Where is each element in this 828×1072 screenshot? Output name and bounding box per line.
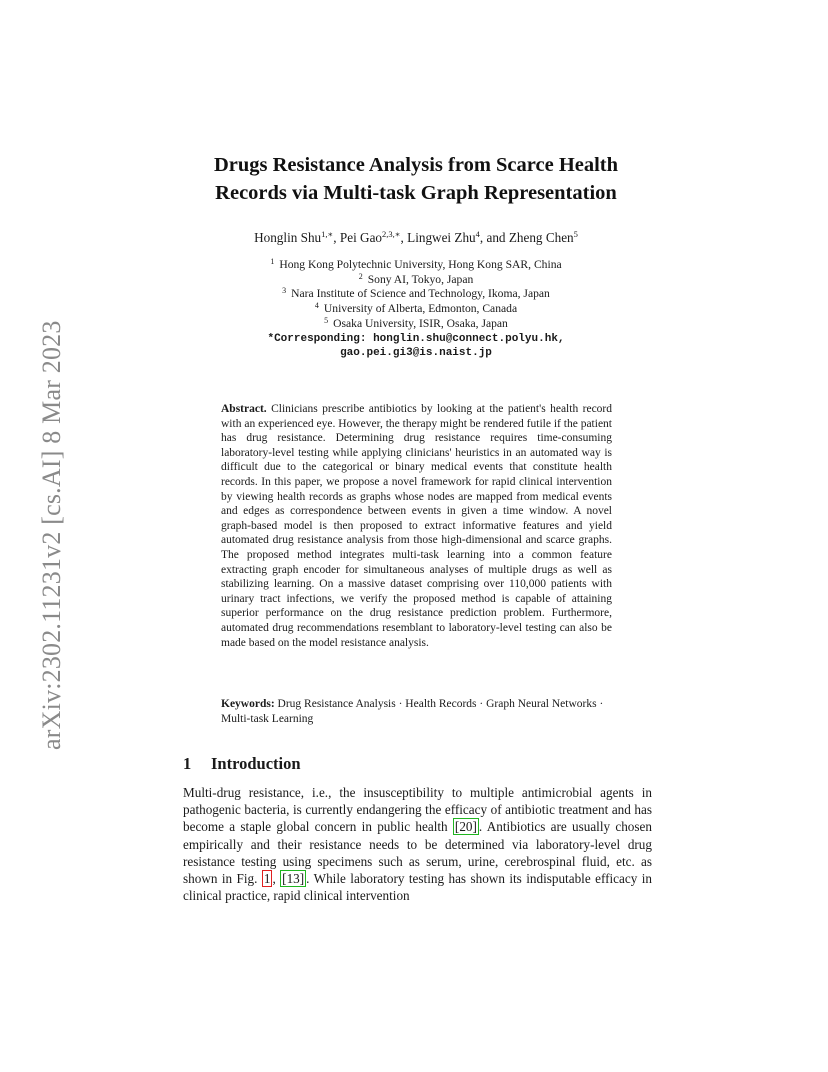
affiliation-mark: 2 bbox=[358, 271, 363, 281]
abstract-label: Abstract. bbox=[221, 403, 267, 415]
keywords-label: Keywords: bbox=[221, 698, 275, 710]
intro-text-part-4: . While laboratory testing has shown its indisputable efficacy in clinical practice, rapid clinical intervention bbox=[183, 871, 652, 904]
author-affiliation-mark: 5 bbox=[573, 229, 578, 239]
section-title: Introduction bbox=[211, 754, 301, 773]
citation-link[interactable]: [13] bbox=[282, 871, 305, 887]
affiliation-mark: 1 bbox=[270, 257, 275, 266]
affiliation-item bbox=[150, 273, 682, 288]
affiliation-item bbox=[150, 287, 682, 302]
affiliation-mark: 3 bbox=[282, 286, 287, 296]
author-name: Lingwei Zhu bbox=[407, 230, 476, 245]
title-line-2: Records via Multi-task Graph Representation bbox=[215, 182, 617, 204]
affiliation-list bbox=[150, 258, 682, 361]
abstract bbox=[221, 402, 612, 650]
paper-title bbox=[150, 151, 682, 207]
affiliation-text: Hong Kong Polytechnic University, Hong Kong SAR, China bbox=[279, 258, 562, 271]
figure-reference-link[interactable]: 1 bbox=[263, 871, 271, 887]
affiliation-mark: 5 bbox=[324, 315, 329, 325]
author-name: Zheng Chen bbox=[508, 230, 574, 245]
arxiv-identifier: arXiv:2302.11231v2 [cs.AI] 8 Mar 2023 bbox=[37, 320, 66, 750]
intro-text-part-3: , bbox=[272, 871, 281, 887]
keywords-text: Drug Resistance Analysis · Health Records · Graph Neural Networks · Multi-task Learning bbox=[221, 698, 604, 725]
keywords bbox=[221, 697, 612, 726]
citation-link[interactable]: [20] bbox=[454, 819, 477, 835]
affiliation-item bbox=[150, 302, 682, 317]
abstract-text: Clinicians prescribe antibiotics by looking at the patient's health record with an experienced eye. However, the therapy might be rendered futile if the patient has drug resistance. Determining drug resistance requires time-consuming laboratory-level testing while applying clinicians' heuristics in an automated way is difficult due to the categorical or binary medical events that constitute health records. In this paper, we propose a novel framework for rapid clinical intervention by viewing health records as graphs whose nodes are mapped from medical events and edges as correspondence between events in given a time window. A novel graph-based model is then proposed to extract informative features and yield automated drug resistance analysis from those high-dimensional and scarce graphs. The proposed method integrates multi-task learning into a common feature extracting graph encoder for simultaneous analyses of multiple drugs as well as stabilizing learning. On a massive dataset comprising over 110,000 patients with urinary tract infections, we verify the proposed method is capable of attaining superior performance on the drug resistance prediction problem. Furthermore, automated drug recommendations resemblant to laboratory-level testing can also be made based on the model resistance analysis. bbox=[221, 403, 613, 649]
introduction-paragraph bbox=[183, 784, 652, 904]
author-affiliation-mark: 1,∗ bbox=[321, 229, 334, 239]
author-list bbox=[150, 229, 682, 247]
affiliation-text: Osaka University, ISIR, Osaka, Japan bbox=[333, 316, 508, 330]
author-separator: , bbox=[333, 230, 340, 245]
affiliation-item bbox=[150, 317, 682, 332]
intro-text-part-1: Multi-drug resistance, i.e., the insusceptibility to multiple antimicrobial agents in pathogenic bacteria, is currently endangering the efficacy of antibiotic treatment and has become a staple global concern in public health bbox=[183, 785, 652, 835]
intro-text-part-2: . Antibiotics are usually chosen empirically and their resistance needs to be determined via laboratory-level drug resistance testing using specimens such as serum, urine, cerebrospinal fluid, etc. as shown in Fig. bbox=[183, 819, 652, 887]
section-heading-introduction bbox=[183, 754, 301, 774]
title-line-1: Drugs Resistance Analysis from Scarce Health bbox=[213, 154, 619, 176]
affiliation-text: Sony AI, Tokyo, Japan bbox=[367, 272, 474, 286]
affiliation-text: Nara Institute of Science and Technology, Ikoma, Japan bbox=[291, 287, 550, 301]
corresponding-email-line-2: gao.pei.gi3@is.naist.jp bbox=[340, 347, 492, 360]
section-number: 1 bbox=[183, 754, 192, 773]
author-separator: , bbox=[400, 230, 408, 245]
author-name: Pei Gao bbox=[339, 230, 383, 245]
author-affiliation-mark: 4 bbox=[475, 229, 480, 239]
affiliation-mark: 4 bbox=[314, 301, 319, 311]
author-separator: , and bbox=[479, 230, 509, 245]
author-affiliation-mark: 2,3,∗ bbox=[382, 229, 401, 239]
corresponding-email-line-1: *Corresponding: honglin.shu@connect.polyu.hk, bbox=[267, 332, 565, 345]
affiliation-text: University of Alberta, Edmonton, Canada bbox=[323, 302, 518, 316]
affiliation-item bbox=[150, 258, 682, 273]
author-name: Honglin Shu bbox=[254, 230, 322, 245]
